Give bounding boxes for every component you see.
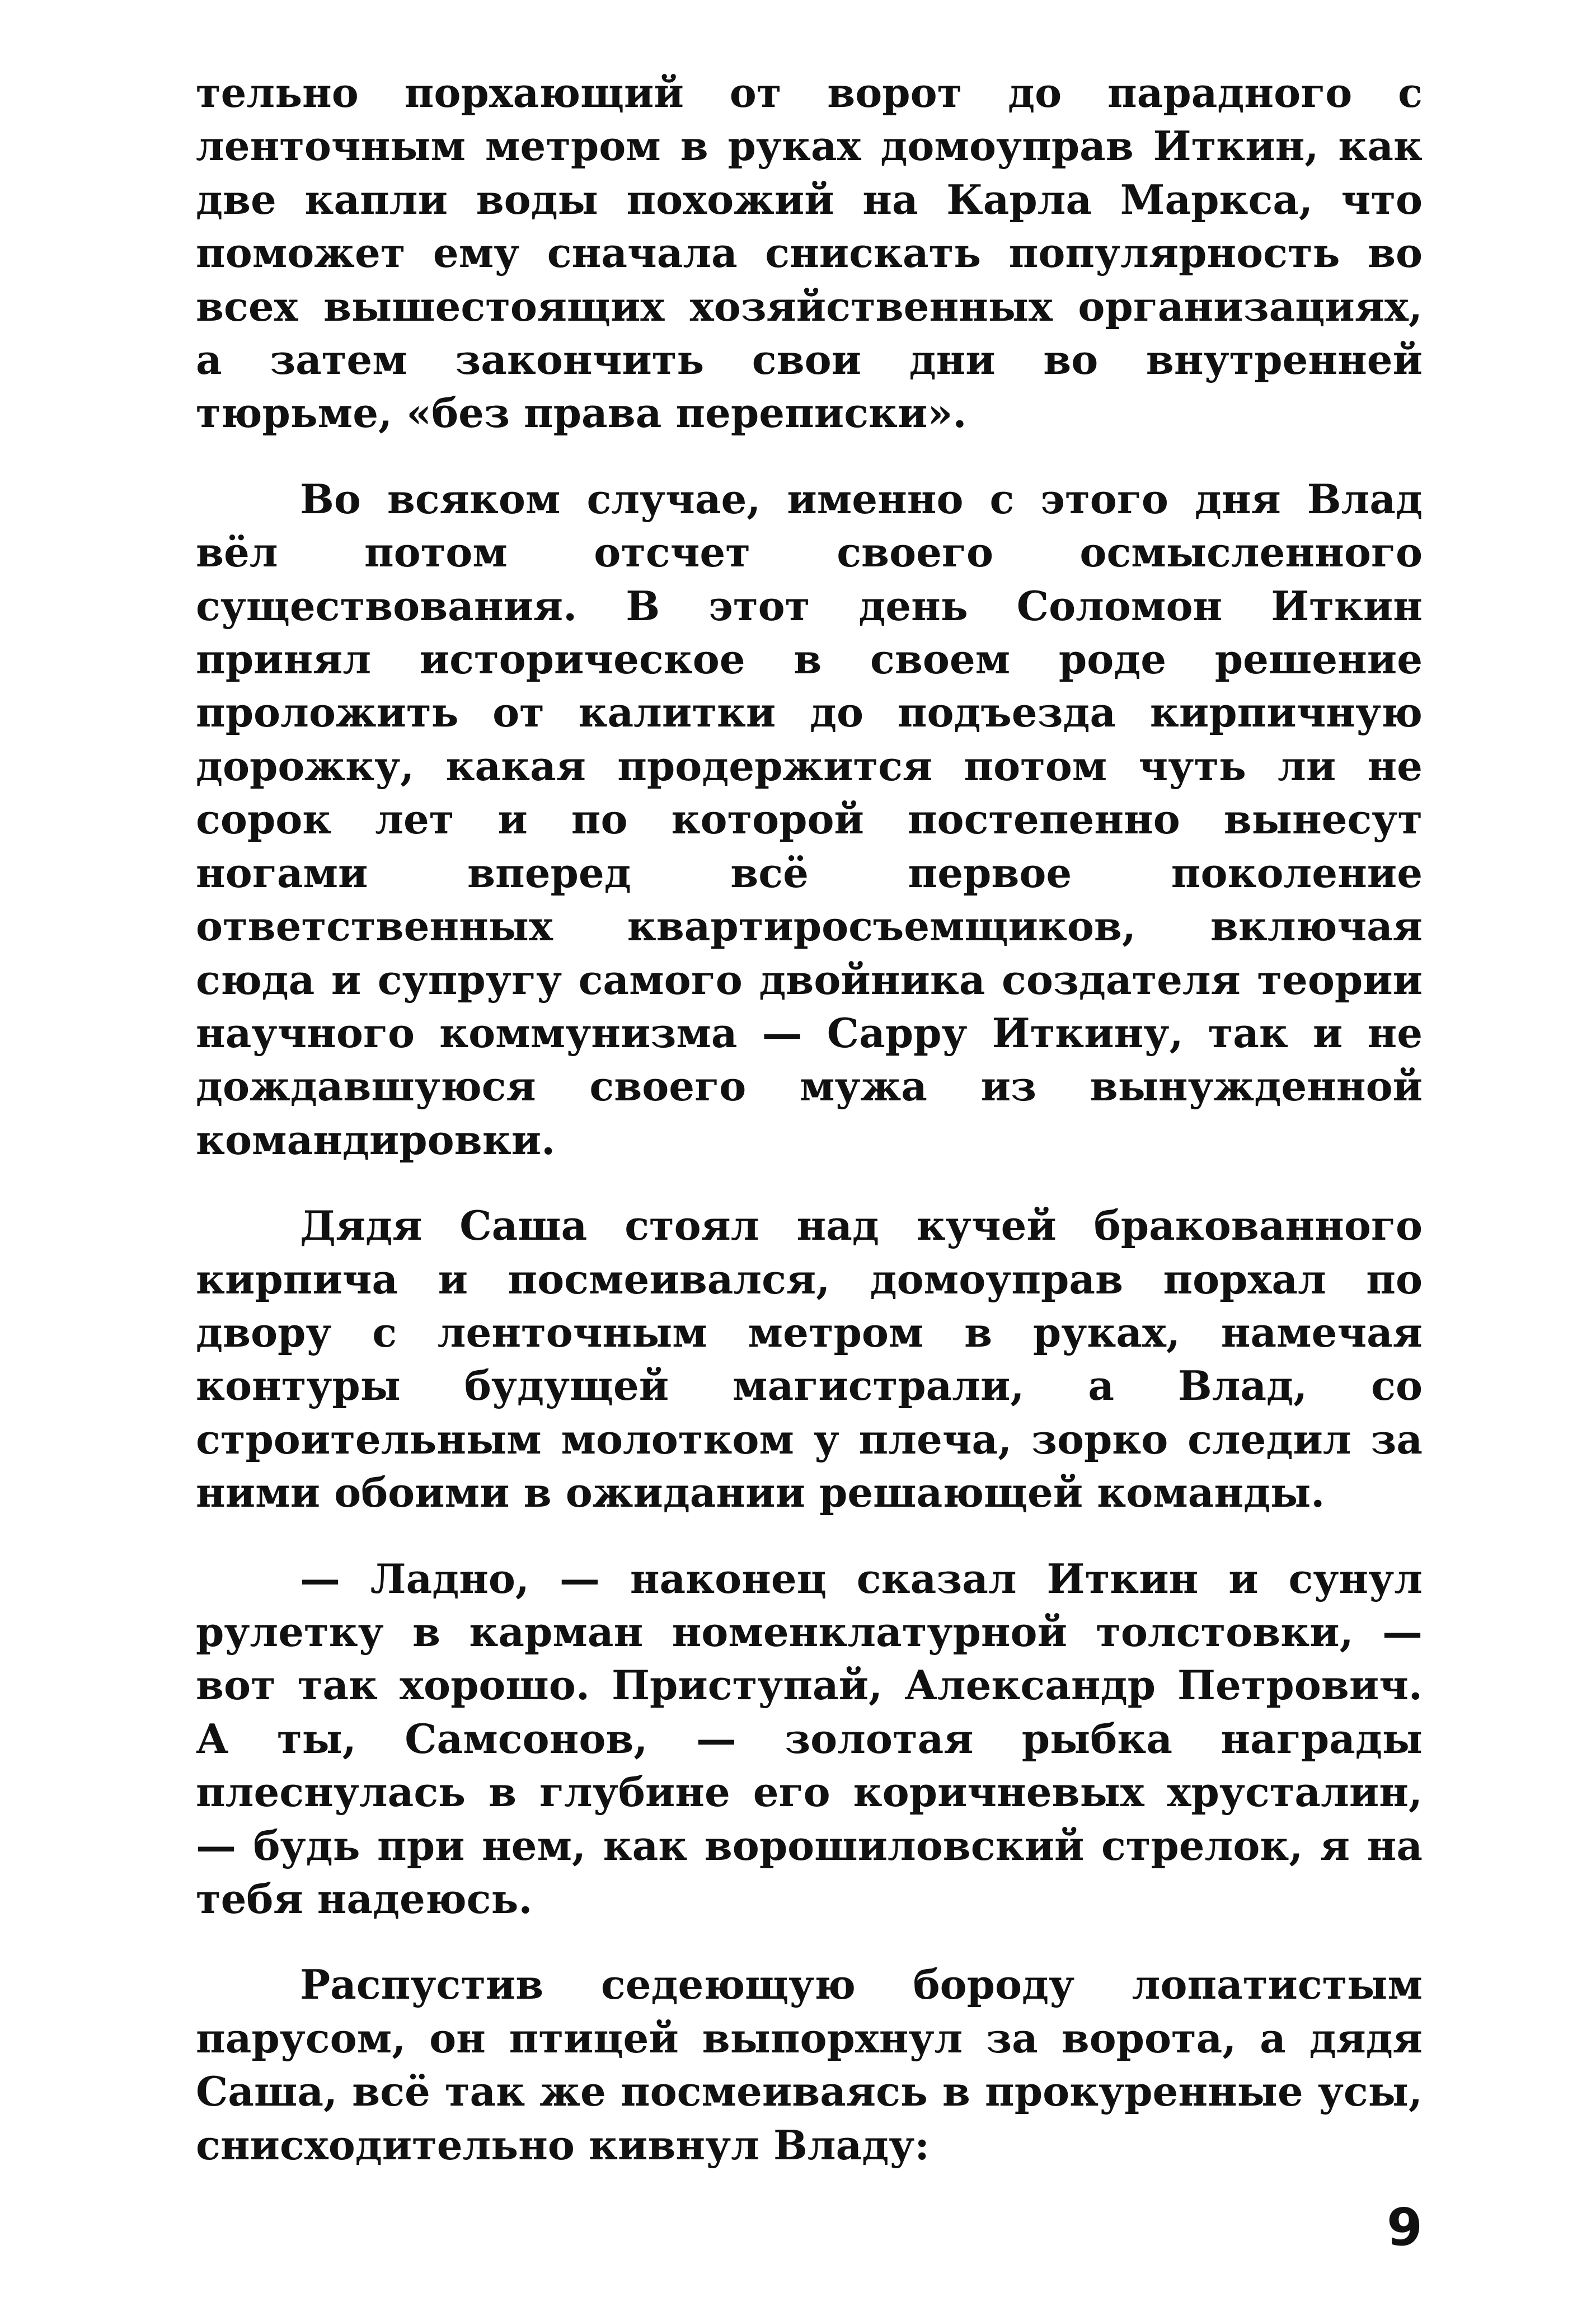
paragraph-3: Дядя Саша стоял над кучей бракованного кирпича и посмеивался, домоуправ порхал по двору с ленточным метром в руках, намечая контуры будущей магистрали, а Влад, со строительным молотком у плеча, зорко следил за ними обоими в ожидании решающей команды. [196,1202,1423,1517]
book-page-text [196,66,1423,2204]
paragraph-2: Во всяком случае, именно с этого дня Влад вёл потом отсчет своего осмысленного существования. В этот день Соломон Иткин принял историческое в своем роде решение проложить от калитки до подъезда кирпичную дорожку, какая продержится потом чуть ли не сорок лет и по которой постепенно вынесут ногами вперед всё первое поколение ответственных квартиросъемщиков, включая сюда и супругу самого двойника создателя теории научного коммунизма — Сарру Иткину, так и не дождавшуюся своего мужа из вынужденной командировки. [196,475,1423,1164]
paragraph-5: Распустив седеющую бороду лопатистым парусом, он птицей выпорхнул за ворота, а дядя Саша, всё так же посмеиваясь в прокуренные усы, снисходительно кивнул Владу: [196,1961,1423,2169]
page-number: 9 [1387,2197,1423,2257]
paragraph-1: тельно порхающий от ворот до парадного с ленточным метром в руках домоуправ Иткин, как две капли воды похожий на Карла Маркса, что поможет ему сначала снискать популярность во всех вышестоящих хозяйственных организациях, а затем закончить свои дни во внутренней тюрьме, «без права переписки». [196,69,1423,437]
paragraph-4: — Ладно, — наконец сказал Иткин и сунул рулетку в карман номенклатурной толстовки, — вот так хорошо. Приступай, Александр Петрович. А ты, Самсонов, — золотая рыбка награды плеснулась в глубине его коричневых хрусталин, — будь при нем, как ворошиловский стрелок, я на тебя надеюсь. [196,1554,1423,1923]
